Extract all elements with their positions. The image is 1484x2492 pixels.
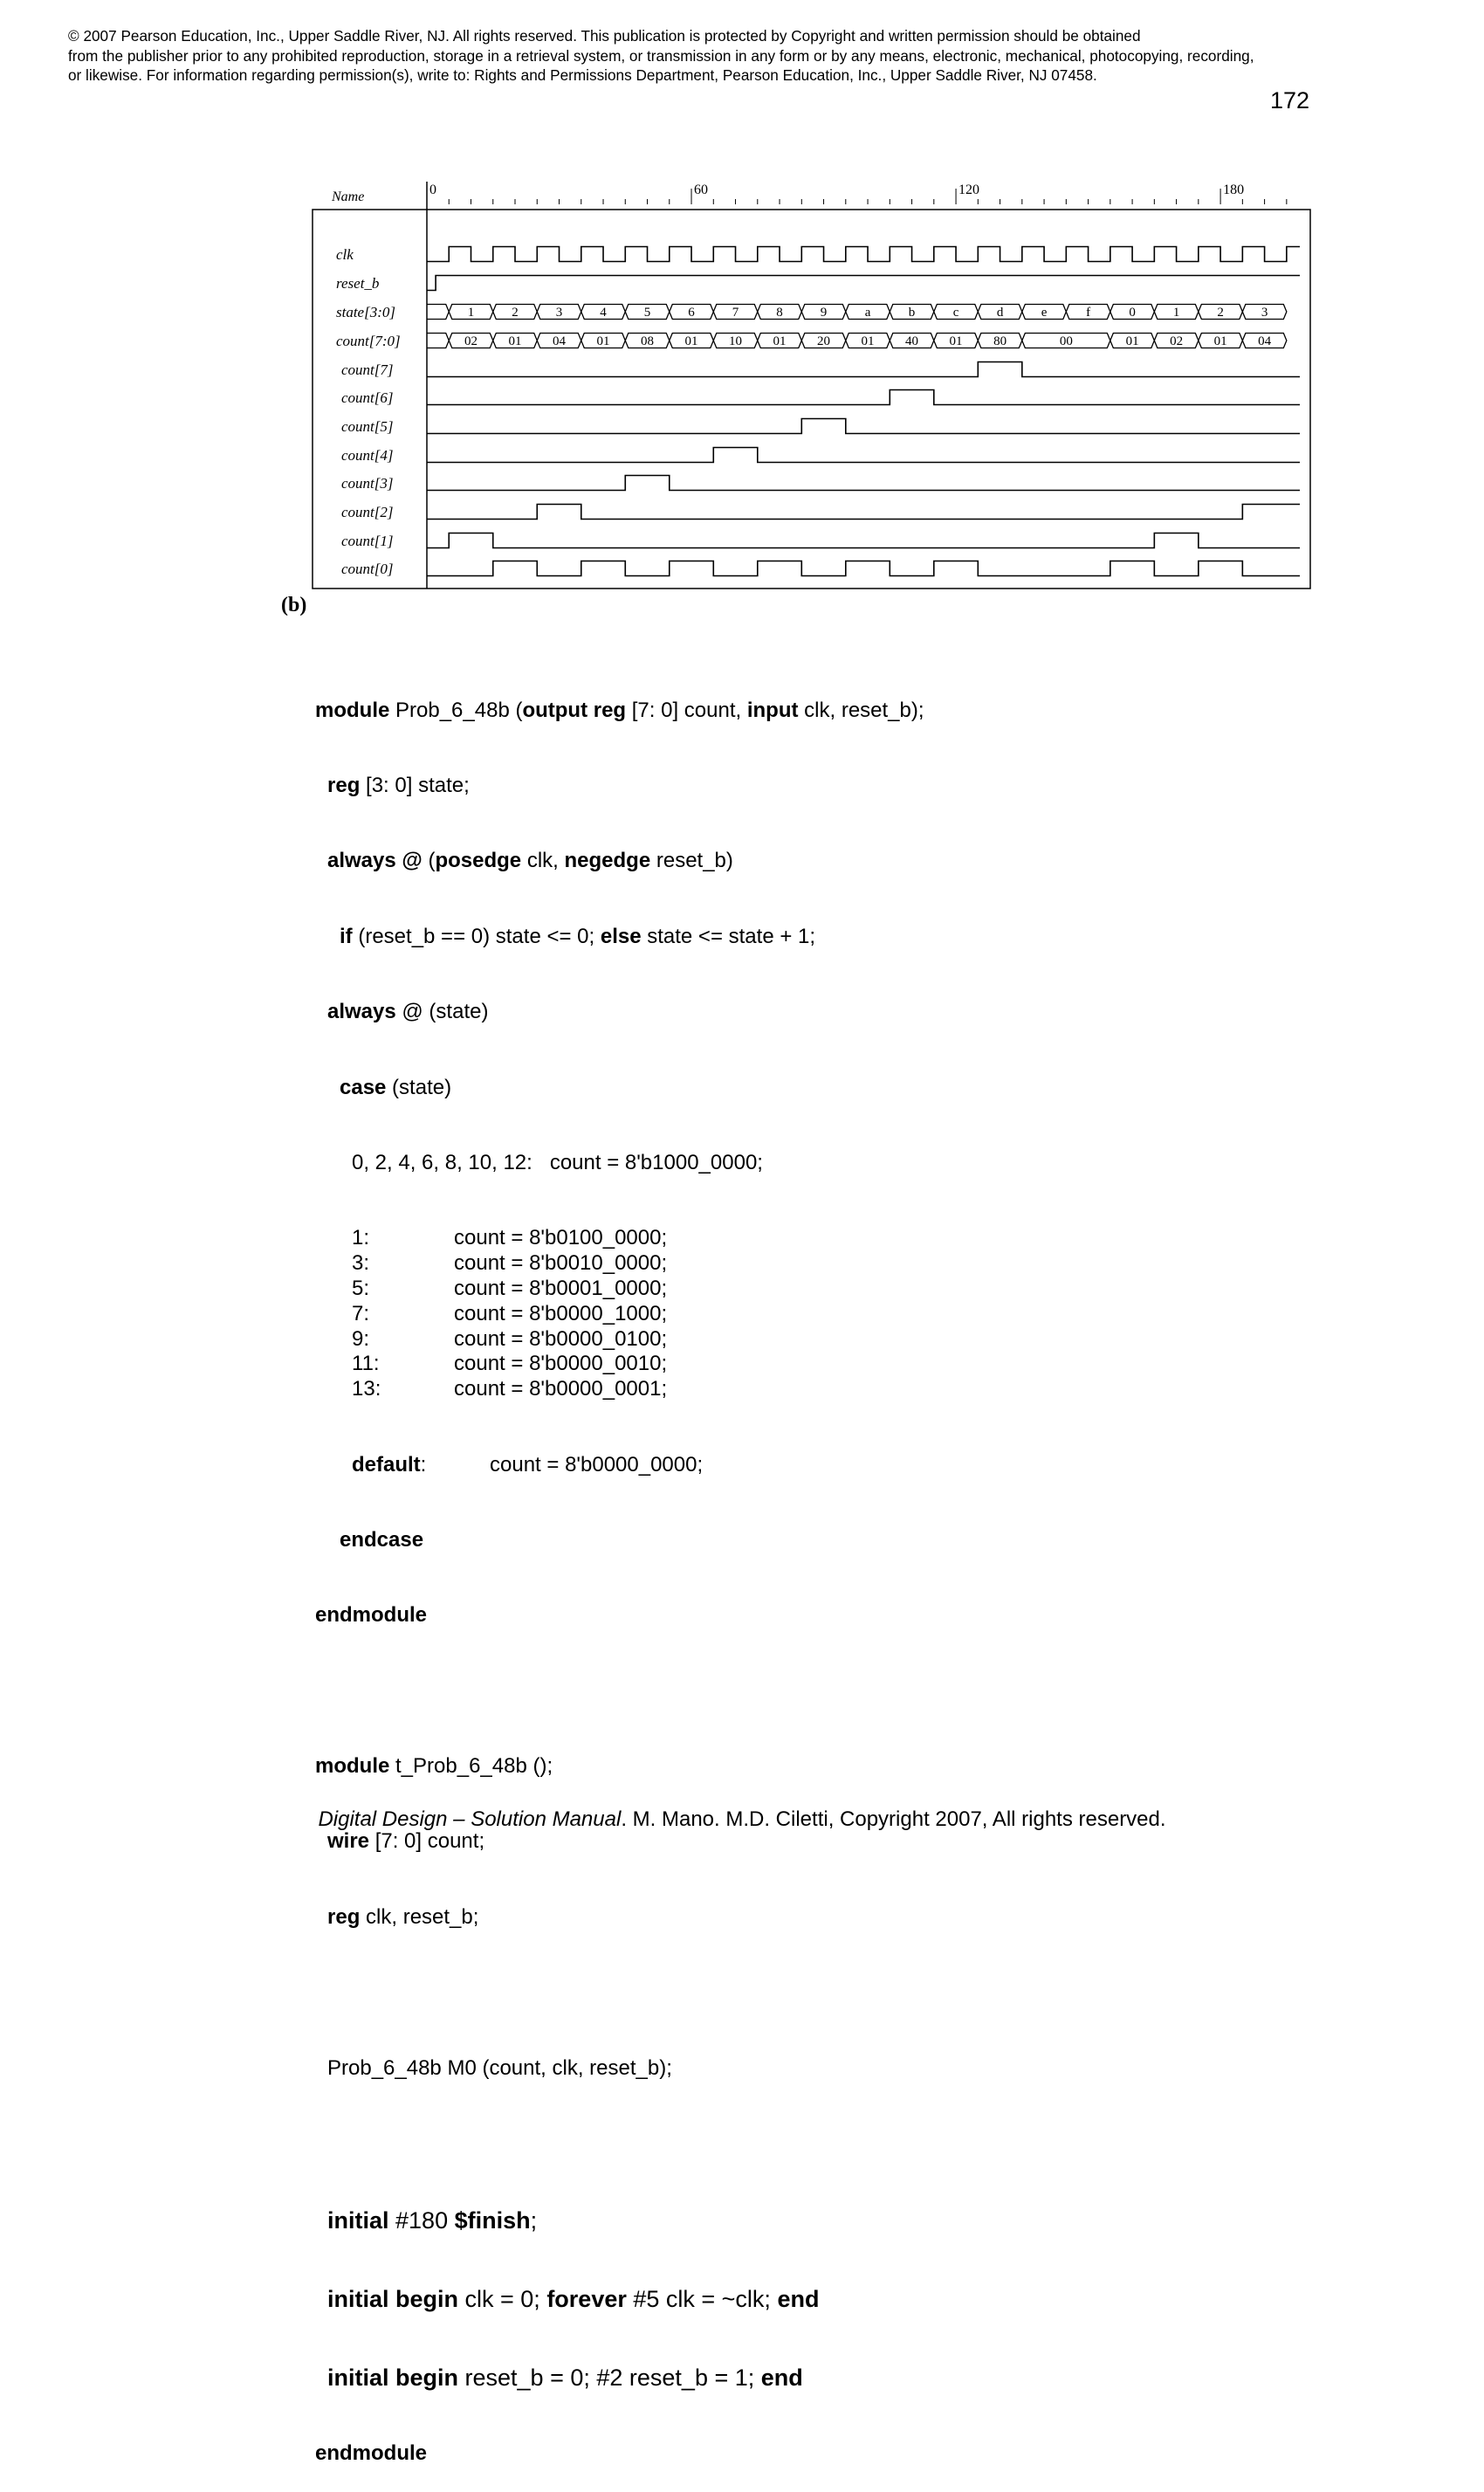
signal-name-state[3:0]: state[3:0] xyxy=(336,304,395,320)
keyword: endmodule xyxy=(315,2441,428,2466)
ruler-tick-label: 180 xyxy=(1223,182,1245,197)
verilog-code xyxy=(315,648,924,2492)
state-bus-value: 2 xyxy=(1217,306,1224,320)
code-text: clk = 0; xyxy=(458,2286,547,2312)
footer-text: . M. Mano. M.D. Ciletti, Copyright 2007, All rights reserved. xyxy=(621,1807,1166,1831)
case-row xyxy=(315,1226,924,1251)
count-bus-value: 02 xyxy=(464,334,478,348)
keyword: endmodule xyxy=(315,1603,428,1628)
state-bus-value: e xyxy=(1041,306,1048,320)
signal-name-clk: clk xyxy=(336,246,354,263)
code-text: clk, reset_b; xyxy=(360,1904,479,1929)
keyword: initial xyxy=(327,2207,389,2234)
code-line: Prob_6_48b M0 (count, clk, reset_b); xyxy=(327,2055,672,2080)
count-bus-value: 20 xyxy=(817,334,831,348)
code-line xyxy=(315,2285,924,2313)
signal-name-count[1]: count[1] xyxy=(341,533,394,549)
code-line xyxy=(315,1528,924,1553)
count-bit-3-wave xyxy=(427,476,1300,491)
code-line xyxy=(315,1000,924,1025)
code-text: clk, reset_b); xyxy=(798,698,924,722)
keyword: always @ xyxy=(327,849,423,873)
signal-name-count[7:0]: count[7:0] xyxy=(336,333,401,349)
ruler-tick-label: 0 xyxy=(429,182,436,197)
state-bus-value: 3 xyxy=(555,306,563,320)
keyword: reg xyxy=(327,1904,361,1929)
keyword: end xyxy=(760,2364,803,2391)
keyword: module xyxy=(315,1754,390,1779)
code-line xyxy=(315,925,924,950)
code-text: [7: 0] count, xyxy=(626,698,747,722)
keyword: reg xyxy=(327,773,361,797)
state-bus-value: 1 xyxy=(1172,306,1180,320)
copyright-line: from the publisher prior to any prohibited reproduction, storage in a retrieval system, or transmission in any form or by any means, electronic, mechanical, photocopying, recording, xyxy=(68,46,1254,65)
case-statement: count = 8'b0000_0001; xyxy=(454,1377,668,1401)
case-label: 9: xyxy=(352,1326,370,1351)
code-text: reset_b = 0; #2 reset_b = 1; xyxy=(458,2364,761,2391)
keyword: if xyxy=(340,924,353,948)
waveform-frame xyxy=(313,210,1310,589)
code-line xyxy=(315,2206,924,2234)
case-row xyxy=(315,1352,924,1377)
state-bus-value: 8 xyxy=(776,306,783,320)
copyright-line: © 2007 Pearson Education, Inc., Upper Saddle River, NJ. All rights reserved. This publication is protected by Copyright and written permission should be obtained xyxy=(68,27,1141,45)
code-line xyxy=(315,1603,924,1628)
code-line xyxy=(315,2441,924,2467)
code-line xyxy=(315,1829,924,1855)
ruler-tick-label: 120 xyxy=(958,182,980,197)
keyword: negedge xyxy=(564,849,651,873)
case-label: 7: xyxy=(352,1301,370,1325)
code-text: (state) xyxy=(386,1075,452,1099)
clk-wave xyxy=(427,247,1300,262)
code-text: : xyxy=(420,1452,427,1477)
count-bus-value: 00 xyxy=(1059,334,1073,348)
case-row xyxy=(315,1251,924,1277)
keyword: posedge xyxy=(435,849,522,873)
signal-name-count[4]: count[4] xyxy=(341,447,394,464)
code-line xyxy=(315,774,924,799)
code-line xyxy=(315,699,924,724)
code-text: #180 xyxy=(388,2207,455,2234)
signal-name-count[3]: count[3] xyxy=(341,475,394,492)
count-bus-value: 01 xyxy=(1213,334,1227,348)
count-bit-4-wave xyxy=(427,448,1300,463)
count-bus-value: 40 xyxy=(905,334,919,348)
count-bus-value: 01 xyxy=(596,334,610,348)
keyword: output reg xyxy=(522,698,627,722)
count-bus-value: 10 xyxy=(729,334,743,348)
reset-wave xyxy=(427,276,1300,291)
keyword: $finish xyxy=(454,2207,531,2234)
case-row xyxy=(315,1277,924,1302)
code-text: #5 clk = ~clk; xyxy=(626,2286,778,2312)
keyword: input xyxy=(746,698,799,722)
signal-name-count[5]: count[5] xyxy=(341,418,394,435)
count-bus-value: 02 xyxy=(1170,334,1184,348)
state-bus-value: c xyxy=(952,306,959,320)
case-label: 13: xyxy=(352,1377,381,1401)
state-bus-value: f xyxy=(1086,306,1091,320)
keyword: wire xyxy=(327,1829,370,1854)
case-statement: count = 8'b0000_0100; xyxy=(454,1326,668,1351)
case-statement: count = 8'b0001_0000; xyxy=(454,1276,668,1300)
code-text: t_Prob_6_48b (); xyxy=(389,1754,553,1779)
state-bus-value: b xyxy=(908,306,916,320)
case-statement: count = 8'b0010_0000; xyxy=(454,1251,668,1276)
count-bus-value: 01 xyxy=(508,334,522,348)
count-bit-5-wave xyxy=(427,419,1300,434)
count-bus-value: 04 xyxy=(553,334,567,348)
code-line xyxy=(315,1453,924,1478)
state-bus-value: a xyxy=(864,306,871,320)
count-bus-value: 01 xyxy=(861,334,875,348)
state-bus-value: 3 xyxy=(1261,306,1268,320)
code-line xyxy=(315,1754,924,1780)
code-text: ; xyxy=(530,2207,538,2234)
count-bus-value: 04 xyxy=(1258,334,1272,348)
count-bit-0-wave xyxy=(427,561,1300,576)
case-row xyxy=(315,1302,924,1327)
keyword: default xyxy=(352,1452,421,1477)
case-statement: count = 8'b0000_0010; xyxy=(454,1352,668,1376)
code-text: [3: 0] state; xyxy=(360,773,470,797)
keyword: endcase xyxy=(340,1527,424,1552)
keyword: initial begin xyxy=(327,2286,459,2312)
code-line xyxy=(315,1076,924,1101)
signal-name-count[7]: count[7] xyxy=(341,361,394,378)
state-bus-value: 4 xyxy=(600,306,607,320)
case-row xyxy=(315,1327,924,1353)
case-label: 3: xyxy=(352,1251,370,1276)
count-bus-lead xyxy=(427,334,449,348)
case-label: 11: xyxy=(352,1352,380,1376)
figure-label: (b) xyxy=(281,594,307,616)
count-bit-7-wave xyxy=(427,362,1300,377)
case-label: 5: xyxy=(352,1276,370,1300)
code-text: clk, xyxy=(521,849,565,873)
copyright-line: or likewise. For information regarding permission(s), write to: Rights and Permissions Department, Pearson Education, Inc., Upper Saddle River, NJ 07458. xyxy=(68,66,1097,84)
count-bus-value: 08 xyxy=(641,334,655,348)
timing-diagram xyxy=(0,0,1484,611)
name-column-header: Name xyxy=(332,189,365,204)
case-rows xyxy=(315,1226,924,1402)
count-bus-value: 01 xyxy=(949,334,963,348)
count-bit-6-wave xyxy=(427,390,1300,405)
count-bus-value: 01 xyxy=(684,334,698,348)
ruler-tick-label: 60 xyxy=(694,182,709,197)
keyword: end xyxy=(777,2286,820,2312)
footer-book-title: Digital Design – Solution Manual xyxy=(318,1807,622,1831)
state-bus-value: 9 xyxy=(820,306,828,320)
code-line: 0, 2, 4, 6, 8, 10, 12: count = 8'b1000_0000; xyxy=(352,1150,763,1174)
count-bit-1-wave xyxy=(427,534,1300,548)
page-footer xyxy=(0,1807,1484,1832)
code-text: state <= state + 1; xyxy=(641,924,816,948)
count-bus-value: 01 xyxy=(773,334,787,348)
state-bus-value: d xyxy=(996,306,1004,320)
case-label: 1: xyxy=(352,1226,370,1250)
signal-name-count[2]: count[2] xyxy=(341,504,394,520)
signal-name-count[0]: count[0] xyxy=(341,561,394,577)
code-text: [7: 0] count; xyxy=(369,1829,485,1854)
state-bus-lead xyxy=(427,305,449,320)
count-bit-2-wave xyxy=(427,505,1300,520)
case-row xyxy=(315,1377,924,1402)
count-bus-value: 01 xyxy=(1125,334,1139,348)
code-line xyxy=(315,2364,924,2392)
case-statement: count = 8'b0000_1000; xyxy=(454,1301,668,1325)
signal-name-count[6]: count[6] xyxy=(341,389,394,406)
code-line xyxy=(315,849,924,874)
state-bus-value: 0 xyxy=(1129,306,1136,320)
state-bus-value: 6 xyxy=(688,306,695,320)
code-text: ( xyxy=(422,849,436,873)
case-statement: count = 8'b0100_0000; xyxy=(454,1226,668,1250)
code-text: @ (state) xyxy=(395,1000,489,1024)
code-line xyxy=(315,1905,924,1931)
code-text: reset_b) xyxy=(650,849,733,873)
page-number: 172 xyxy=(1269,87,1309,114)
code-text: (reset_b == 0) state <= 0; xyxy=(352,924,601,948)
keyword: case xyxy=(340,1075,387,1099)
state-bus-value: 1 xyxy=(467,306,475,320)
keyword: else xyxy=(600,924,642,948)
state-bus-value: 2 xyxy=(512,306,519,320)
keyword: initial begin xyxy=(327,2364,459,2391)
keyword: module xyxy=(315,698,390,722)
state-bus-value: 7 xyxy=(732,306,739,320)
count-bus-value: 80 xyxy=(993,334,1007,348)
keyword: forever xyxy=(546,2286,627,2312)
keyword: always xyxy=(327,1000,396,1024)
code-text: Prob_6_48b ( xyxy=(389,698,523,722)
state-bus-value: 5 xyxy=(643,306,651,320)
code-text: count = 8'b0000_0000; xyxy=(490,1452,704,1477)
signal-name-reset_b: reset_b xyxy=(336,275,380,292)
